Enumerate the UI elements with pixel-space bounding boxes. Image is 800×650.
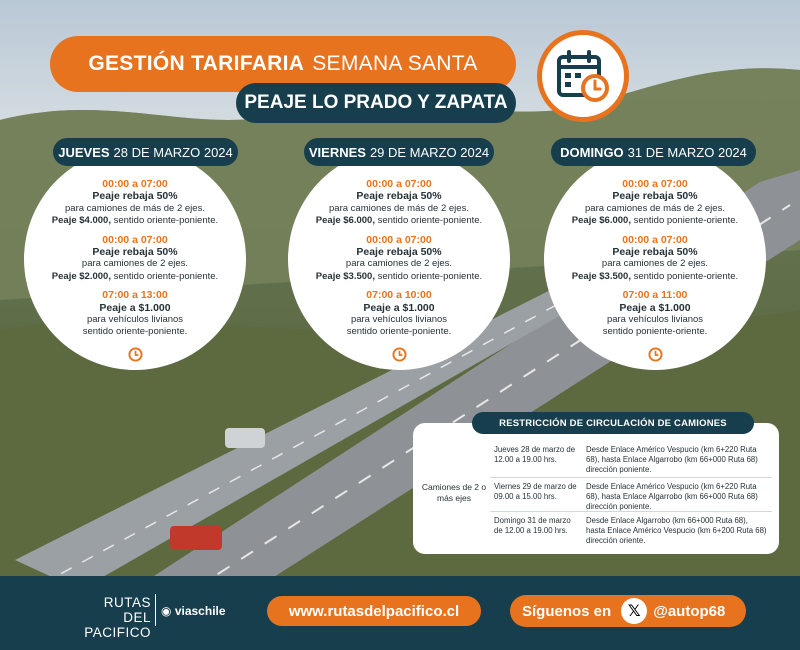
slot-price: Peaje $3.500, [315,270,375,282]
day-content-jueves [40,178,230,366]
slot-time: 07:00 a 10:00 [366,289,432,302]
subtitle-banner: PEAJE LO PRADO Y ZAPATA [236,83,516,123]
rutas-del-pacifico-logo [55,595,151,640]
slot-price: Peaje $6.000, [315,215,375,227]
slot [560,234,750,284]
slot [560,178,750,228]
day-weekday: VIERNES [308,144,366,160]
slot-head: Peaje rebaja 50% [356,190,442,203]
slot-direction: sentido poniente-oriente. [602,326,708,338]
viaschile-icon: ◉ [161,604,172,618]
clock-icon [648,347,663,362]
slot-direction: sentido oriente-poniente. [110,270,219,282]
x-twitter-icon: 𝕏 [621,598,647,624]
slot-head: Peaje a $1.000 [363,301,435,314]
slot [304,234,494,284]
slot [560,289,750,339]
slot-time: 07:00 a 13:00 [102,289,168,302]
day-label-domingo [551,138,756,166]
slot-line1: para camiones de más de 2 ejes. [329,202,469,214]
day-label-jueves [53,138,238,166]
day-date: 31 DE MARZO 2024 [627,144,747,160]
calendar-clock-icon [555,48,611,104]
social-link[interactable] [510,595,746,627]
day-date: 28 DE MARZO 2024 [113,144,233,160]
slot-head: Peaje rebaja 50% [612,190,698,203]
restriction-when: Domingo 31 de marzo de 12.00 a 19.00 hrs. [494,516,571,535]
day-label-viernes [304,138,494,166]
restriction-when: Viernes 29 de marzo de 09.00 a 15.00 hrs. [494,482,577,501]
restriction-row [490,441,772,474]
slot [40,289,230,339]
slot-time: 00:00 a 07:00 [366,233,432,246]
slot-time: 00:00 a 07:00 [102,233,168,246]
slot-price: Peaje $2.000, [51,270,111,282]
slot [40,234,230,284]
social-handle: @autop68 [653,602,726,620]
slot-time: 00:00 a 07:00 [102,178,168,190]
slot [304,178,494,228]
calendar-badge [537,30,629,122]
follow-label: Síguenos en [522,602,612,620]
slot [304,289,494,339]
slot-price: Peaje $4.000, [51,215,111,227]
day-weekday: DOMINGO [560,144,624,160]
slot-head: Peaje a $1.000 [99,301,171,314]
title-light: SEMANA SANTA [312,52,478,75]
viaschile-logo [161,604,226,618]
slot-direction: sentido poniente-oriente. [630,215,739,227]
clock-icon [128,347,143,362]
restriction-where: Desde Enlace Algarrobo (km 66+000 Ruta 68), hasta Enlace Américo Vespucio (km 6+200 Ruta 68) dirección oriente. [586,516,767,545]
slot-price: Peaje $6.000, [571,215,631,227]
website-link[interactable]: www.rutasdelpacifico.cl [267,596,481,626]
slot-line1: para vehículos livianos [350,314,448,326]
slot-time: 00:00 a 07:00 [622,233,688,246]
restriction-when: Jueves 28 de marzo de 12.00 a 19.00 hrs. [494,445,576,464]
slot-direction: sentido oriente-poniente. [82,326,188,338]
day-weekday: JUEVES [58,144,110,160]
slot-head: Peaje a $1.000 [619,301,691,314]
slot [40,178,230,228]
day-content-viernes [304,178,494,366]
slot-line1: para camiones de 2 ejes. [81,258,189,270]
slot-line1: para vehículos livianos [86,314,184,326]
slot-line1: para vehículos livianos [606,314,704,326]
slot-head: Peaje rebaja 50% [356,246,442,259]
slot-line1: para camiones de más de 2 ejes. [65,202,205,214]
slot-direction: sentido oriente-poniente. [374,215,483,227]
slot-line1: para camiones de 2 ejes. [345,258,453,270]
logo-line1: RUTAS [103,595,151,610]
slot-line1: para camiones de 2 ejes. [601,258,709,270]
slot-direction: sentido oriente-poniente. [110,215,219,227]
viaschile-text: viaschile [174,604,226,618]
slot-time: 00:00 a 07:00 [366,178,432,190]
slot-head: Peaje rebaja 50% [92,246,178,259]
restriction-title: RESTRICCIÓN DE CIRCULACIÓN DE CAMIONES [472,412,754,434]
day-date: 29 DE MARZO 2024 [369,144,490,160]
restriction-vehicle-type: Camiones de 2 o más ejes [421,482,487,503]
title-bold: GESTIÓN TARIFARIA [88,52,305,75]
slot-time: 00:00 a 07:00 [622,178,688,190]
slot-direction: sentido poniente-oriente. [630,270,739,282]
slot-head: Peaje rebaja 50% [612,246,698,259]
restriction-where: Desde Enlace Américo Vespucio (km 6+220 Ruta 68), hasta Enlace Algarrobo (km 66+000 Ruta 68) dirección poniente. [586,482,758,511]
slot-head: Peaje rebaja 50% [92,190,178,203]
restriction-row [490,511,772,544]
slot-direction: sentido oriente-poniente. [346,326,452,338]
slot-price: Peaje $3.500, [571,270,631,282]
day-content-domingo [560,178,750,366]
slot-time: 07:00 a 11:00 [622,289,688,302]
logo-divider [155,594,156,626]
slot-line1: para camiones de más de 2 ejes. [585,202,725,214]
clock-icon [392,347,407,362]
slot-direction: sentido oriente-poniente. [374,270,483,282]
restriction-where: Desde Enlace Américo Vespucio (km 6+220 Ruta 68), hasta Enlace Algarrobo (km 66+000 Ruta 68) dirección poniente. [586,445,758,474]
logo-line2: DEL PACIFICO [84,610,151,640]
restriction-row [490,477,772,510]
